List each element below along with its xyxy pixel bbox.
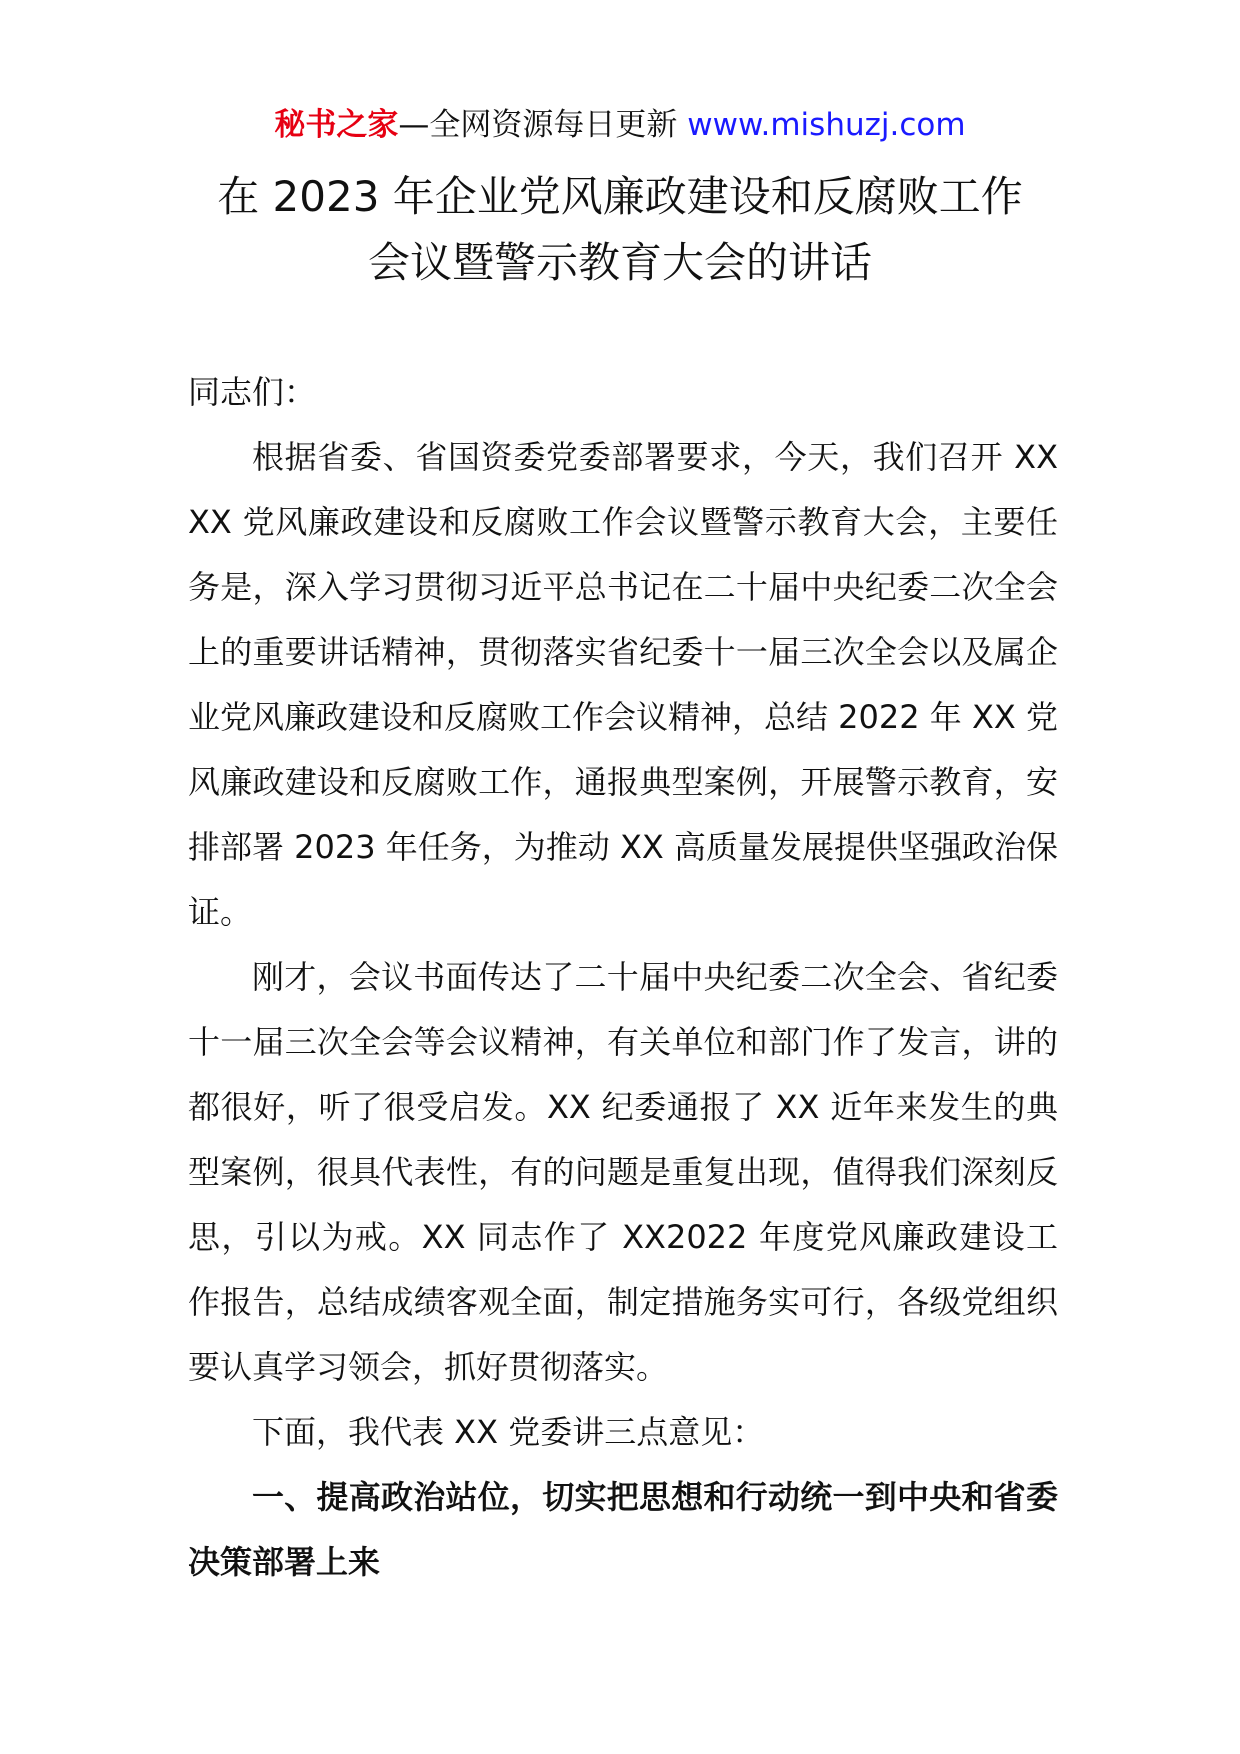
title-line-1: 在 2023 年企业党风廉政建设和反腐败工作 bbox=[217, 172, 1023, 221]
paragraph-2: 刚才，会议书面传达了二十届中央纪委二次全会、省纪委十一届三次全会等会议精神，有关单位和部门作了发言，讲的都很好，听了很受启发。XX 纪委通报了 XX 近年来发生的典型案例，很具代表性，有的问题是重复出现，值得我们深刻反思，引以为戒。XX 同志作了 XX2022 年度党风廉政建设工作报告，总结成绩客观全面，制定措施务实可行，各级党组织要认真学习领会，抓好贯彻落实。 bbox=[188, 958, 1058, 1386]
site-brand: 秘书之家 bbox=[274, 107, 399, 143]
section-heading-1: 一、提高政治站位，切实把思想和行动统一到中央和省委决策部署上来 bbox=[188, 1478, 1058, 1581]
site-url-link[interactable]: www.mishuzj.com bbox=[687, 107, 966, 143]
title-line-2: 会议暨警示教育大会的讲话 bbox=[367, 238, 872, 287]
salutation: 同志们： bbox=[188, 373, 317, 411]
document-body bbox=[188, 360, 1058, 1595]
document-title bbox=[150, 164, 1090, 296]
paragraph-3: 下面，我代表 XX 党委讲三点意见： bbox=[252, 1413, 765, 1451]
site-tagline: —全网资源每日更新 bbox=[398, 107, 688, 143]
paragraph-1: 根据省委、省国资委党委部署要求，今天，我们召开 XXXX 党风廉政建设和反腐败工作会议暨警示教育大会，主要任务是，深入学习贯彻习近平总书记在二十届中央纪委二次全会上的重要讲话精神，贯彻落实省纪委十一届三次全会以及属企业党风廉政建设和反腐败工作会议精神，总结 2022 年 XX 党风廉政建设和反腐败工作，通报典型案例，开展警示教育，安排部署 2023 年任务，为推动 XX 高质量发展提供坚强政治保证。 bbox=[188, 438, 1058, 931]
site-header bbox=[0, 103, 1240, 147]
